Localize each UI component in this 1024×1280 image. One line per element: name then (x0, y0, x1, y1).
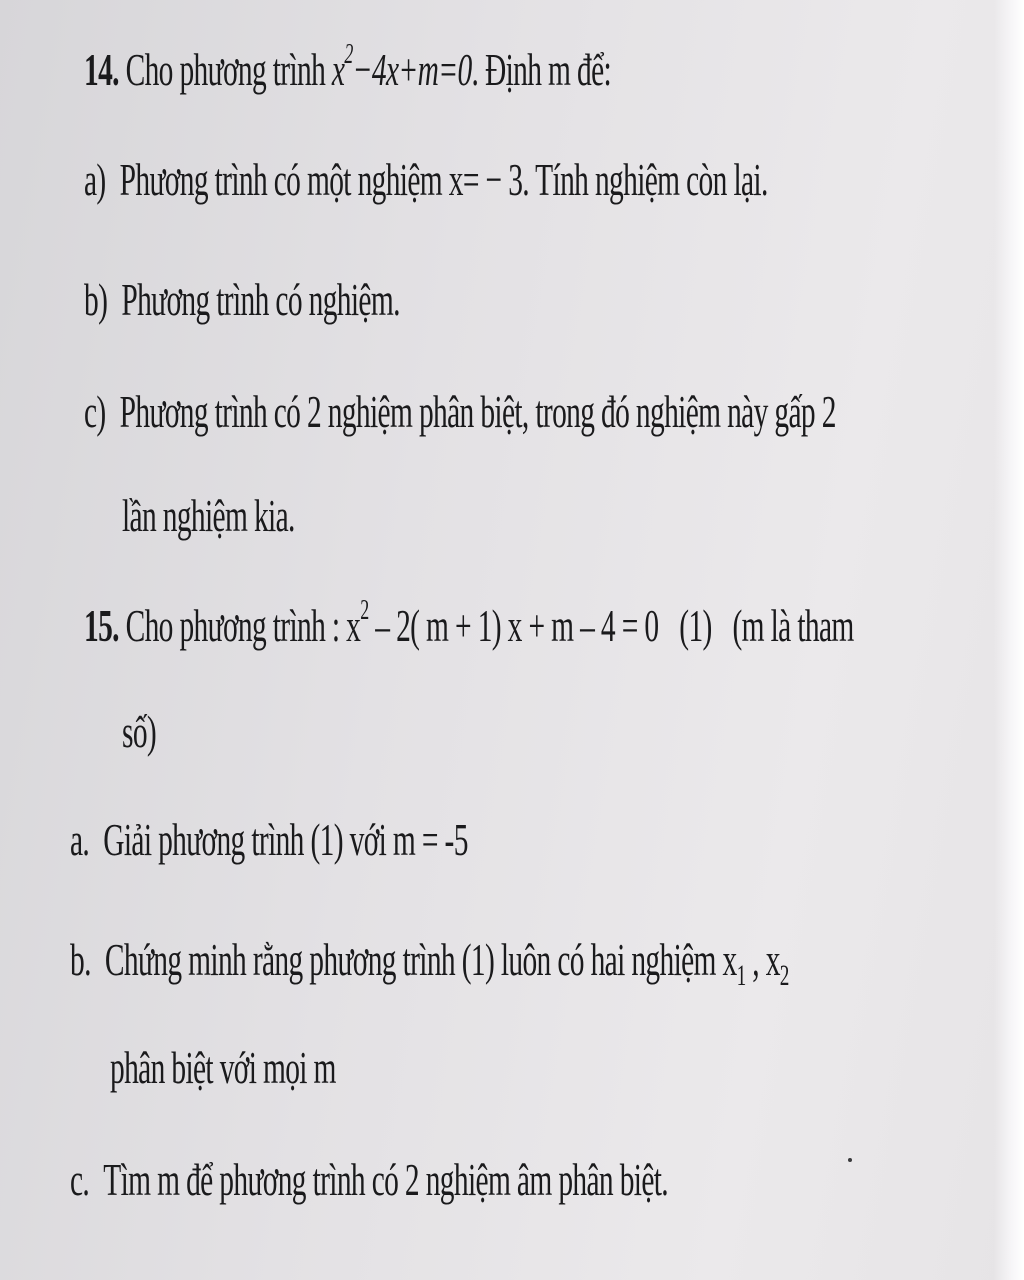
part-label: c. (70, 1154, 90, 1205)
problem-14-part-b (84, 270, 400, 330)
problem-15-lead: Cho phương trình : (125, 600, 340, 651)
problem-14-part-c-continued (122, 486, 295, 546)
problem-15-part-a (70, 810, 468, 870)
part-label: b. (70, 934, 91, 985)
part-label: c) (84, 386, 106, 437)
problem-15-part-c (70, 1150, 668, 1210)
equation-tag: (1) (679, 600, 712, 651)
problem-14-heading (84, 40, 611, 100)
problem-15-heading (84, 596, 854, 656)
part-label: a) (84, 154, 106, 205)
part-text: Chứng minh rằng phương trình (1) luôn có hai nghiệm x (104, 934, 737, 985)
ink-speck (848, 1158, 852, 1162)
problem-14-tail: . Định m để: (471, 44, 612, 95)
part-text: phân biệt với mọi m (110, 1042, 336, 1093)
part-text: Phương trình có một nghiệm x= − 3. Tính nghiệm còn lại. (119, 154, 768, 205)
part-text: Tìm m để phương trình có 2 nghiệm âm phân biệt. (103, 1154, 669, 1205)
part-text: Phương trình có nghiệm. (121, 274, 400, 325)
problem-15-equation: $x^2 - 2$( m + 1) x + m – 4 = 0 (346, 595, 659, 651)
problem-14-part-a (84, 150, 768, 210)
problem-15-part-b-continued (110, 1038, 336, 1098)
problem-15-tail: (m là tham (732, 600, 854, 651)
problem-14-lead: Cho phương trình (125, 44, 326, 95)
problem-15-part-b: b. Chứng minh rằng phương trình (1) luôn có hai nghiệm $x_1$ , $x_2$ (70, 934, 789, 992)
problem-14-part-c (84, 382, 836, 442)
paper-edge (994, 0, 1024, 1280)
part-text: lần nghiệm kia. (122, 490, 295, 541)
part-label: b) (84, 274, 108, 325)
problem-15-number: 15. (84, 600, 119, 651)
problem-14-equation: $x^2-4x+m=0$ (331, 39, 472, 95)
problem-15-tail-2: số) (122, 706, 157, 757)
problem-15-heading-continued (122, 702, 156, 762)
part-text: Phương trình có 2 nghiệm phân biệt, trong đó nghiệm này gấp 2 (119, 386, 836, 437)
part-label: a. (70, 814, 90, 865)
problem-14-number: 14. (84, 44, 119, 95)
part-text: Giải phương trình (1) với m = -5 (103, 814, 468, 865)
